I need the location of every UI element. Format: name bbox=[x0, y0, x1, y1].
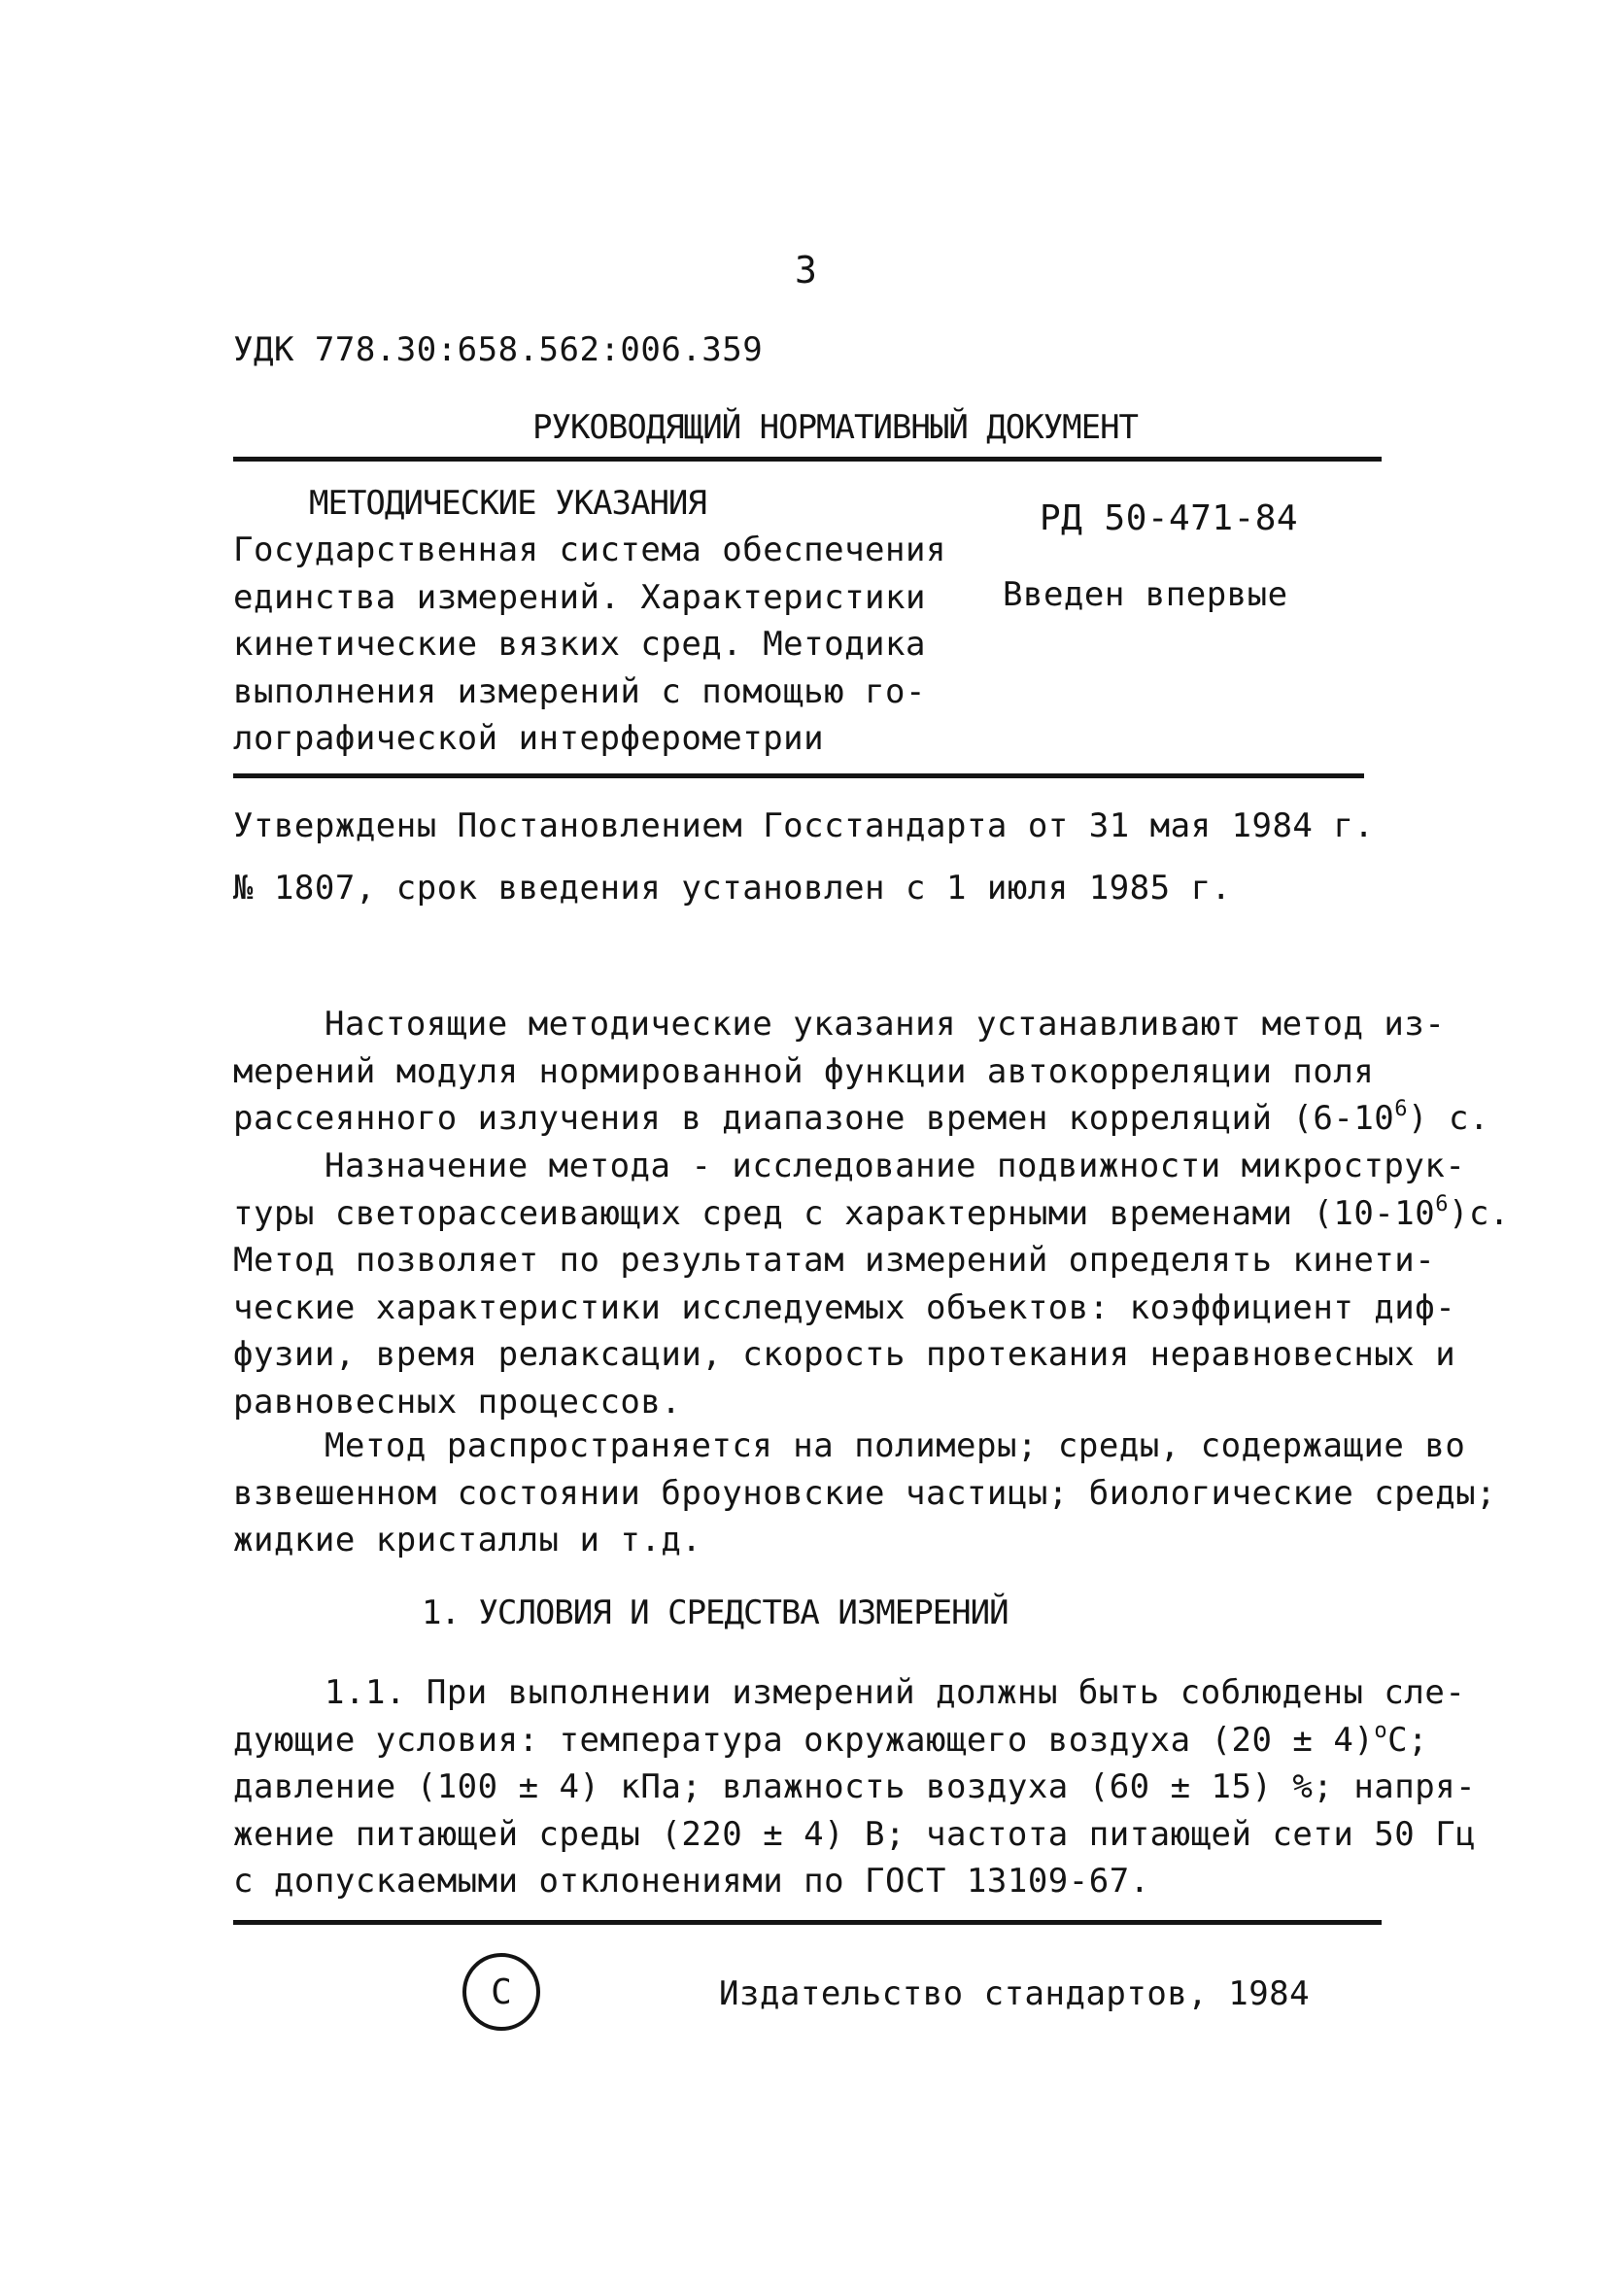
document-title: МЕТОДИЧЕСКИЕ УКАЗАНИЯ bbox=[309, 484, 706, 523]
paragraph-line: равновесных процессов. bbox=[233, 1382, 682, 1422]
paragraph-line: фузии, время релаксации, скорость протекания неравновесных и bbox=[233, 1335, 1456, 1374]
paragraph-line: с допускаемыми отклонениями по ГОСТ 13109-67. bbox=[233, 1862, 1150, 1901]
paragraph-line: взвешенном состоянии броуновские частицы; биологические среды; bbox=[233, 1473, 1497, 1513]
paragraph-line: мерений модуля нормированной функции автокорреляции поля bbox=[233, 1051, 1375, 1091]
paragraph-line: Метод позволяет по результатам измерений определять кинети- bbox=[233, 1241, 1436, 1280]
copyright-symbol: С bbox=[491, 1971, 512, 2012]
description-line: Государственная система обеспечения bbox=[233, 531, 946, 569]
description-line: единства измерений. Характеристики bbox=[233, 577, 926, 617]
header-top-rule bbox=[233, 457, 1382, 462]
document-status: Введен впервые bbox=[1003, 575, 1288, 614]
description-line: выполнения измерений с помощью го- bbox=[233, 671, 926, 711]
section-paragraph bbox=[233, 1669, 1476, 1905]
approval-line: Утверждены Постановлением Госстандарта от 31 мая 1984 г. bbox=[233, 806, 1375, 845]
copyright-icon bbox=[462, 1953, 540, 2031]
paragraph-line: туры светорассеивающих сред с характерными временами $(10-10^6)с$. bbox=[233, 1191, 1510, 1233]
paragraph-line: давление (100 ± 4) кПа; влажность воздуха (60 ± 15) %; напря- bbox=[233, 1767, 1477, 1806]
paragraph-line: жидкие кристаллы и т.д. bbox=[233, 1521, 702, 1559]
scope-paragraph bbox=[233, 1422, 1496, 1564]
footer-rule bbox=[233, 1920, 1382, 1925]
page-number: 3 bbox=[795, 249, 818, 291]
paragraph-line: жение питающей среды (220 ± 4) В; частота питающей сети 50 Гц bbox=[233, 1814, 1477, 1854]
description-line: лографической интерферометрии bbox=[233, 719, 825, 758]
paragraph-line: Метод распространяется на полимеры; среды, содержащие во bbox=[325, 1426, 1466, 1465]
description-line: кинетические вязких сред. Методика bbox=[233, 625, 926, 664]
section-title: 1. УСЛОВИЯ И СРЕДСТВА ИЗМЕРЕНИЙ bbox=[422, 1593, 1009, 1632]
document-code: РД 50-471-84 bbox=[1040, 498, 1299, 538]
paragraph-line: дующие условия: температура окружающего воздуха $(20 \pm 4)^оС$; bbox=[233, 1718, 1429, 1760]
purpose-paragraph bbox=[233, 1143, 1510, 1425]
udk-code: УДК 778.30:658.562:006.359 bbox=[233, 330, 764, 369]
document-type-heading: РУКОВОДЯЩИЙ НОРМАТИВНЫЙ ДОКУМЕНТ bbox=[532, 408, 1139, 447]
approval-line: № 1807, срок введения установлен с 1 июля 1985 г. bbox=[233, 869, 1232, 908]
document-description bbox=[233, 527, 946, 763]
intro-paragraph bbox=[233, 1001, 1489, 1143]
paragraph-line: рассеянного излучения в диапазоне времен корреляций $(6-10^6)$ с. bbox=[233, 1097, 1489, 1138]
paragraph-line: Назначение метода - исследование подвижности микрострук- bbox=[325, 1147, 1466, 1185]
paragraph-line: Настоящие методические указания устанавливают метод из- bbox=[325, 1005, 1446, 1044]
publisher-line: Издательство стандартов, 1984 bbox=[719, 1974, 1311, 2013]
paragraph-line: 1.1. При выполнении измерений должны быть соблюдены сле- bbox=[325, 1673, 1466, 1712]
paragraph-line: ческие характеристики исследуемых объектов: коэффициент диф- bbox=[233, 1287, 1456, 1327]
header-bottom-rule bbox=[233, 773, 1364, 778]
